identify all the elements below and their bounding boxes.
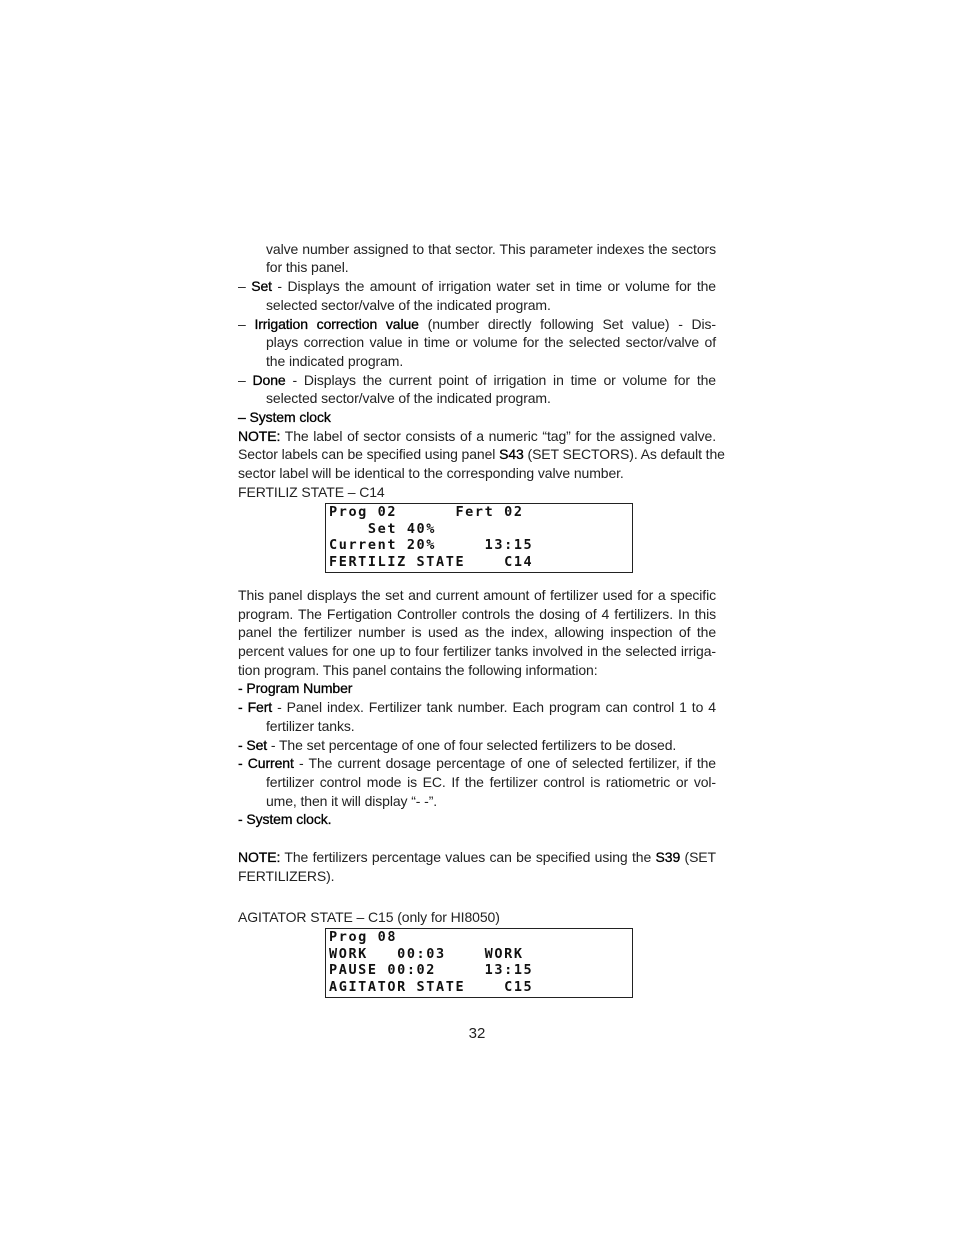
note-1-cont: Sector labels can be specified using panel S43 (SET SECTORS). As default the xyxy=(238,446,725,462)
para-line: valve number assigned to that sector. This parameter indexes the sectors xyxy=(266,241,716,257)
fert-item-cont: fertilizer tanks. xyxy=(266,718,355,734)
lcd-row: Prog 02 Fert 02 xyxy=(329,504,524,520)
done-item: – Done - Displays the current point of irrigation in time or volume for the xyxy=(238,372,716,388)
irrigation-correction-cont: the indicated program. xyxy=(266,353,404,369)
para-line: tion program. This panel contains the following information: xyxy=(238,662,598,678)
set-term: - Set xyxy=(238,737,268,753)
note-label: NOTE: xyxy=(238,428,281,444)
done-item-cont: selected sector/valve of the indicated program. xyxy=(266,390,551,406)
note-1: NOTE: The label of sector consists of a numeric “tag” for the assigned valve. xyxy=(238,428,716,444)
current-item: - Current - The current dosage percentage of one of selected fertilizer, if the xyxy=(238,755,716,771)
note-2: NOTE: The fertilizers percentage values can be specified using the S39 (SET xyxy=(238,849,716,865)
irrigation-correction-cont: plays correction value in time or volume for the selected sector/valve of xyxy=(266,334,716,350)
current-item-cont: ume, then it will display “- -”. xyxy=(266,793,438,809)
page-number: 32 xyxy=(468,1025,486,1042)
para-line: percent values for one up to four fertilizer tanks involved in the selected irriga- xyxy=(238,643,716,659)
system-clock-item: - System clock. xyxy=(238,811,332,827)
program-number-item: - Program Number xyxy=(238,680,353,696)
system-clock-item: – System clock xyxy=(238,409,331,425)
lcd-row: AGITATOR STATE C15 xyxy=(329,979,534,995)
lcd-row: FERTILIZ STATE C14 xyxy=(329,554,534,570)
agitator-state-heading: AGITATOR STATE – C15 (only for HI8050) xyxy=(238,909,500,925)
note-2-cont: FERTILIZERS). xyxy=(238,868,335,884)
panel-ref-s43: S43 xyxy=(499,446,524,462)
irrigation-correction-term: Irrigation correction value xyxy=(254,316,419,332)
fertiliz-state-heading: FERTILIZ STATE – C14 xyxy=(238,484,385,500)
current-term: - Current xyxy=(238,755,294,771)
set-term: Set xyxy=(251,278,272,294)
para-line: for this panel. xyxy=(266,259,349,275)
para-line: panel the fertilizer number is used as the index, allowing inspection of the xyxy=(238,624,716,640)
fert-item: - Fert - Panel index. Fertilizer tank number. Each program can control 1 to 4 xyxy=(238,699,716,715)
para-line: program. The Fertigation Controller controls the dosing of 4 fertilizers. In this xyxy=(238,606,716,622)
lcd-row: Set 40% xyxy=(329,521,437,537)
done-term: Done xyxy=(252,372,286,388)
set-item: – Set - Displays the amount of irrigation water set in time or volume for the xyxy=(238,278,716,294)
lcd-fertiliz-state xyxy=(325,503,633,573)
current-item-cont: fertilizer control mode is EC. If the fertilizer control is ratiometric or vol- xyxy=(266,774,716,790)
lcd-row: PAUSE 00:02 13:15 xyxy=(329,962,534,978)
set-item-cont: selected sector/valve of the indicated program. xyxy=(266,297,551,313)
set-item-2: - Set - The set percentage of one of four selected fertilizers to be dosed. xyxy=(238,737,677,753)
panel-ref-s39: S39 xyxy=(655,849,681,865)
lcd-row: Current 20% 13:15 xyxy=(329,537,534,553)
lcd-row: Prog 08 xyxy=(329,929,398,945)
note-label: NOTE: xyxy=(238,849,281,865)
fert-term: - Fert xyxy=(238,699,273,715)
irrigation-correction-item: – Irrigation correction value (number directly following Set value) - Dis- xyxy=(238,316,716,332)
para-line: This panel displays the set and current amount of fertilizer used for a specific xyxy=(238,587,716,603)
lcd-agitator-state xyxy=(325,928,633,998)
lcd-row: WORK 00:03 WORK xyxy=(329,946,524,962)
note-1-cont: sector label will be identical to the corresponding valve number. xyxy=(238,465,624,481)
